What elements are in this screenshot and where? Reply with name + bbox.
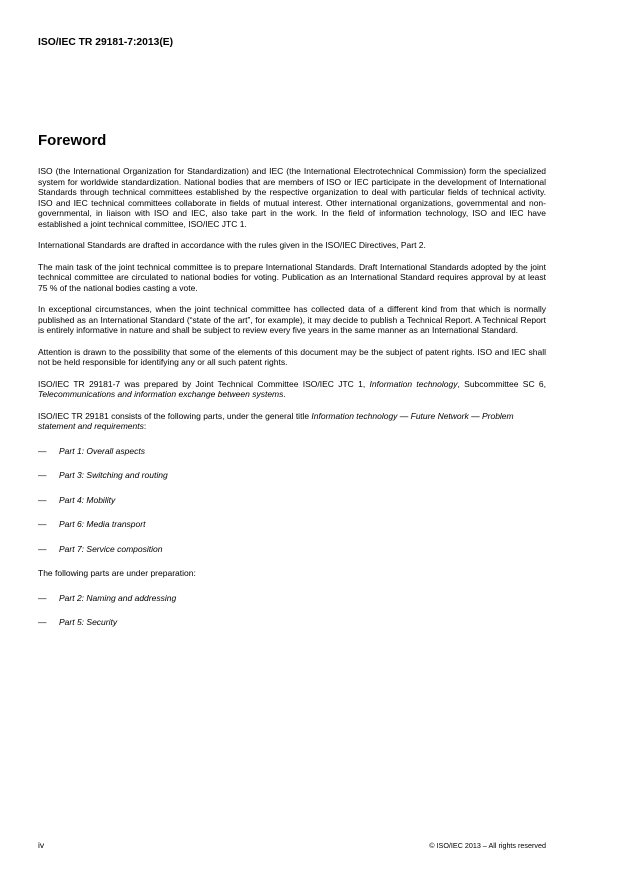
document-id: ISO/IEC TR 29181-7:2013(E) bbox=[38, 37, 174, 48]
in-preparation-list bbox=[38, 593, 546, 628]
page-number: iv bbox=[38, 840, 45, 850]
list-item: — Part 6: Media transport bbox=[38, 519, 146, 529]
paragraph-technical-report: In exceptional circumstances, when the joint technical committee has collected data of a different kind from that which is normally published as an International Standard (“state of the art”, for example), it may decide to publish a Technical Report. A Technical Report is entirely informative in nature and shall be subject to review every five years in the same manner as an International Standard. bbox=[38, 304, 546, 335]
list-item: — Part 4: Mobility bbox=[38, 494, 116, 505]
committee-title: Information technology bbox=[369, 378, 458, 389]
foreword-body bbox=[38, 166, 546, 642]
paragraph-patent: Attention is drawn to the possibility that some of the elements of this document may be the subject of patent rights. ISO and IEC shall not be held responsible for identifying any or all such patent rights. bbox=[38, 346, 546, 367]
list-item: — Part 5: Security bbox=[38, 617, 118, 627]
paragraph-main-task: The main task of the joint technical committee is to prepare International Standards. Draft International Standards adopted by the joint technical committee are circulated to national bodies for voting. Publication as an International Standard requires approval by at least 75 % of the national bodies casting a vote. bbox=[38, 261, 546, 293]
published-parts-list bbox=[38, 446, 546, 555]
paragraph-iso-iec: ISO (the International Organization for Standardization) and IEC (the International Electrotechnical Commission) form the specialized system for worldwide standardization. National bodies that are members of ISO or IEC participate in the development of International Standards through technical committees established by the respective organization to deal with particular fields of technical activity. ISO and IEC technical committees collaborate in fields of mutual interest. Other international organizations, governmental and non-governmental, in liaison with ISO and IEC, also take part in the work. In the field of information technology, ISO and IEC have established a joint technical committee, ISO/IEC JTC 1. bbox=[38, 166, 546, 229]
subcommittee-title: Telecommunications and information exchange between systems bbox=[38, 389, 284, 399]
paragraph-parts-intro: ISO/IEC TR 29181 consists of the following parts, under the general title Information technology — Future Network — Problem statement and requirements: bbox=[38, 410, 514, 431]
general-title: Information technology — Future Network — Problem statement and requirements bbox=[38, 410, 514, 431]
preparation-intro: The following parts are under preparation: bbox=[38, 568, 196, 578]
list-item: — Part 7: Service composition bbox=[38, 543, 163, 554]
section-title: Foreword bbox=[38, 132, 107, 149]
list-item: — Part 1: Overall aspects bbox=[38, 445, 145, 456]
list-item: — Part 2: Naming and addressing bbox=[38, 592, 177, 603]
copyright-notice: © ISO/IEC 2013 – All rights reserved bbox=[429, 841, 546, 850]
list-item: — Part 3: Switching and routing bbox=[38, 470, 168, 480]
paragraph-prepared-by: ISO/IEC TR 29181-7 was prepared by Joint Technical Committee ISO/IEC JTC 1, Information technology, Subcommittee SC 6, Telecommunications and information exchange between systems. bbox=[38, 378, 546, 399]
paragraph-directives: International Standards are drafted in accordance with the rules given in the ISO/IEC Directives, Part 2. bbox=[38, 240, 426, 250]
